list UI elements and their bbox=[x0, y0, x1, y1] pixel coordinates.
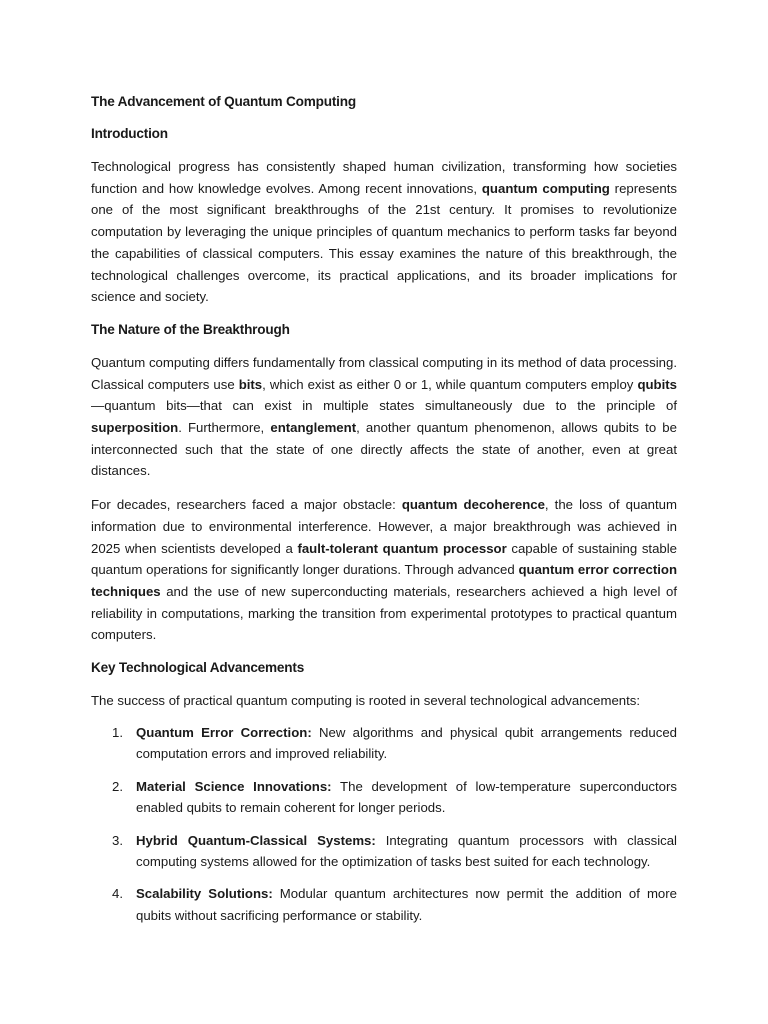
bold-term: quantum computing bbox=[481, 180, 610, 196]
list-item bbox=[91, 883, 677, 926]
list-item-label: Scalability Solutions: bbox=[136, 886, 273, 902]
bold-term: quantum decoherence bbox=[401, 497, 545, 513]
bold-term: fault-tolerant quantum processor bbox=[297, 540, 507, 556]
section-heading-nature: The Nature of the Breakthrough bbox=[91, 321, 290, 337]
document-page bbox=[91, 92, 677, 937]
bold-term: quantum error correction techniques bbox=[91, 562, 678, 599]
list-item bbox=[91, 776, 677, 819]
section-heading-introduction: Introduction bbox=[91, 126, 168, 141]
list-item-label: Hybrid Quantum-Classical Systems: bbox=[136, 832, 376, 848]
text-run: . Furthermore, bbox=[178, 420, 271, 436]
document-title: The Advancement of Quantum Computing bbox=[91, 94, 356, 109]
bold-term: bits bbox=[238, 376, 263, 392]
bold-term: entanglement bbox=[270, 420, 357, 436]
list-number: 2. bbox=[112, 778, 123, 794]
list-item-label: Material Science Innovations: bbox=[136, 778, 332, 794]
paragraph-advancements-intro bbox=[91, 690, 677, 712]
text-run: , which exist as either 0 or 1, while quantum computers employ bbox=[262, 376, 638, 392]
list-number: 1. bbox=[112, 724, 123, 740]
bold-term: superposition bbox=[91, 420, 179, 436]
text-run: Technological progress has consistently shaped human civilization, transforming how societies function and how knowledge evolves. Among recent innovations, bbox=[91, 159, 677, 196]
list-item-text: The development of low-temperature superconductors enabled qubits to remain coherent for longer periods. bbox=[136, 778, 678, 816]
text-run: , the loss of quantum information due to environmental interference. However, a major breakthrough was achieved in 2025 when scientists developed a bbox=[91, 497, 677, 556]
bold-term: qubits bbox=[637, 376, 677, 392]
text-run: The success of practical quantum computing is rooted in several technological advancements: bbox=[91, 693, 641, 709]
text-run: Quantum computing differs fundamentally from classical computing in its method of data processing. Classical computers use bbox=[91, 354, 677, 392]
section-heading-advancements: Key Technological Advancements bbox=[91, 660, 305, 676]
list-item-text: Modular quantum architectures now permit the addition of more qubits without sacrificing performance or stability. bbox=[136, 886, 677, 924]
list-item-label: Quantum Error Correction: bbox=[136, 724, 312, 740]
list-item-text: New algorithms and physical qubit arrangements reduced computation errors and improved reliability. bbox=[136, 724, 677, 762]
list-item-text: Integrating quantum processors with classical computing systems allowed for the optimization of tasks best suited for each technology. bbox=[136, 832, 677, 870]
text-run: represents one of the most significant breakthroughs of the 21st century. It promises to revolutionize computation by leveraging the unique principles of quantum mechanics to perform tasks far beyond the capabilities of classical computers. This essay examines the nature of this breakthrough, the technological challenges overcome, its practical applications, and its broader implications for science and society. bbox=[91, 180, 677, 305]
list-number: 3. bbox=[112, 832, 123, 848]
list-item bbox=[91, 830, 677, 873]
text-run: and the use of new superconducting materials, researchers achieved a high level of reliability in computations, marking the transition from experimental prototypes to practical quantum computers. bbox=[91, 583, 677, 643]
list-number: 4. bbox=[112, 886, 123, 902]
list-item bbox=[91, 722, 677, 765]
paragraph-nature-1 bbox=[91, 352, 677, 482]
text-run: —quantum bits—that can exist in multiple states simultaneously due to the principle of bbox=[91, 398, 677, 414]
advancements-list bbox=[91, 722, 677, 927]
paragraph-nature-2 bbox=[91, 494, 677, 646]
text-run: , another quantum phenomenon, allows qubits to be interconnected such that the state of one directly affects the state of another, even at great distances. bbox=[91, 420, 677, 479]
paragraph-introduction bbox=[91, 156, 677, 308]
text-run: capable of sustaining stable quantum operations for significantly longer durations. Through advanced bbox=[91, 540, 678, 578]
text-run: For decades, researchers faced a major obstacle: bbox=[91, 497, 402, 513]
